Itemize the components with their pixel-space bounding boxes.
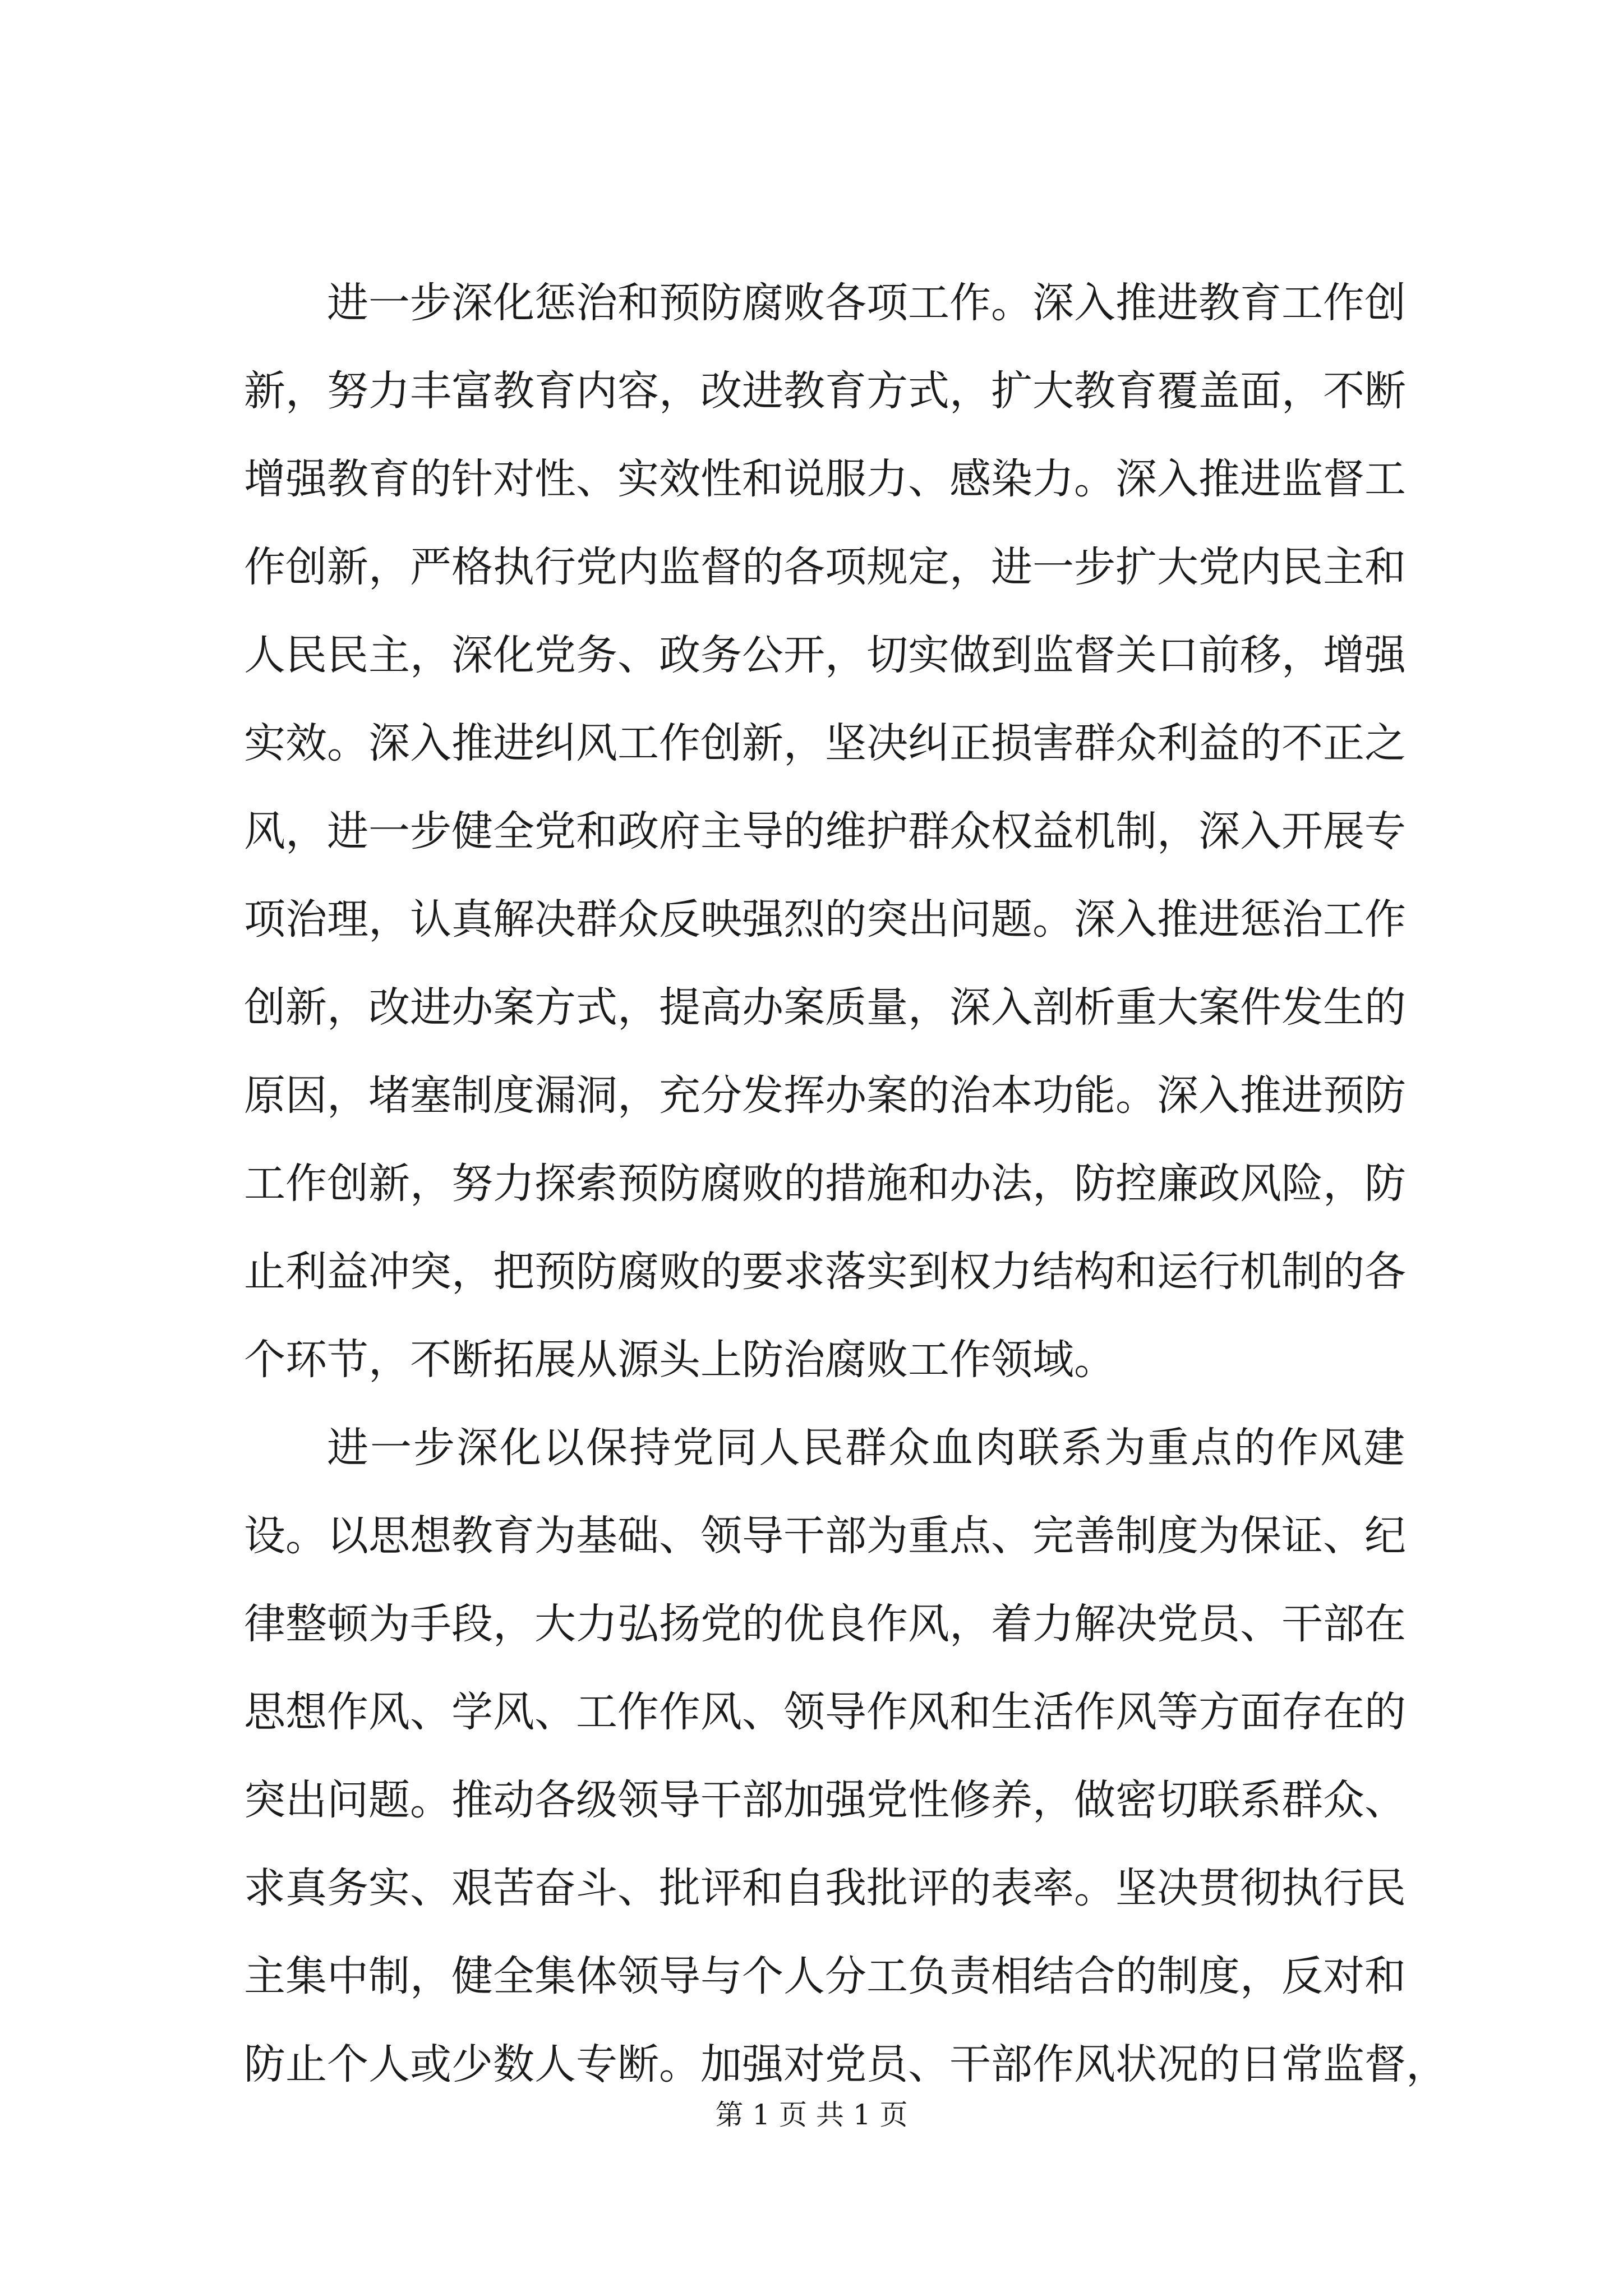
paragraph-2-line-7: 主集中制，健全集体领导与个人分工负责相结合的制度，反对和 [244, 1952, 1406, 2000]
paragraph-2-line-2: 设。以思想教育为基础、领导干部为重点、完善制度为保证、纪 [244, 1512, 1406, 1560]
page-footer: 第 1 页 共 1 页 [715, 2099, 908, 2131]
paragraph-1-line-9: 创新，改进办案方式，提高办案质量，深入剖析重大案件发生的 [244, 983, 1406, 1032]
paragraph-1-line-2: 新，努力丰富教育内容，改进教育方式，扩大教育覆盖面，不断 [244, 367, 1406, 415]
paragraph-1-line-13: 个环节，不断拓展从源头上防治腐败工作领域。 [244, 1336, 1115, 1384]
paragraph-2-line-6: 求真务实、艰苦奋斗、批评和自我批评的表率。坚决贯彻执行民 [244, 1864, 1406, 1912]
paragraph-1-line-3: 增强教育的针对性、实效性和说服力、感染力。深入推进监督工 [244, 455, 1406, 503]
paragraph-1-line-12: 止利益冲突，把预防腐败的要求落实到权力结构和运行机制的各 [244, 1248, 1406, 1296]
document-body [244, 259, 1447, 2109]
paragraph-1-line-5: 人民民主，深化党务、政务公开，切实做到监督关口前移，增强 [244, 631, 1406, 679]
paragraph-2-line-8: 防止个人或少数人专断。加强对党员、干部作风状况的日常监督， [244, 2040, 1447, 2088]
paragraph-1-line-4: 作创新，严格执行党内监督的各项规定，进一步扩大党内民主和 [244, 543, 1406, 591]
paragraph-1-line-1: 进一步深化惩治和预防腐败各项工作。深入推进教育工作创 [327, 279, 1406, 327]
paragraph-1-line-10: 原因，堵塞制度漏洞，充分发挥办案的治本功能。深入推进预防 [244, 1071, 1406, 1120]
paragraph-1-line-7: 风，进一步健全党和政府主导的维护群众权益机制，深入开展专 [244, 807, 1406, 855]
paragraph-2-line-1: 进一步深化以保持党同人民群众血肉联系为重点的作风建 [327, 1424, 1405, 1472]
paragraph-1-line-6: 实效。深入推进纠风工作创新，坚决纠正损害群众利益的不正之 [244, 719, 1406, 767]
paragraph-2-line-3: 律整顿为手段，大力弘扬党的优良作风，着力解决党员、干部在 [244, 1600, 1406, 1648]
paragraph-2-line-5: 突出问题。推动各级领导干部加强党性修养，做密切联系群众、 [244, 1776, 1406, 1824]
paragraph-1-line-11: 工作创新，努力探索预防腐败的措施和办法，防控廉政风险，防 [244, 1159, 1406, 1208]
paragraph-2-line-4: 思想作风、学风、工作作风、领导作风和生活作风等方面存在的 [244, 1688, 1406, 1736]
paragraph-1-line-8: 项治理，认真解决群众反映强烈的突出问题。深入推进惩治工作 [244, 895, 1406, 944]
